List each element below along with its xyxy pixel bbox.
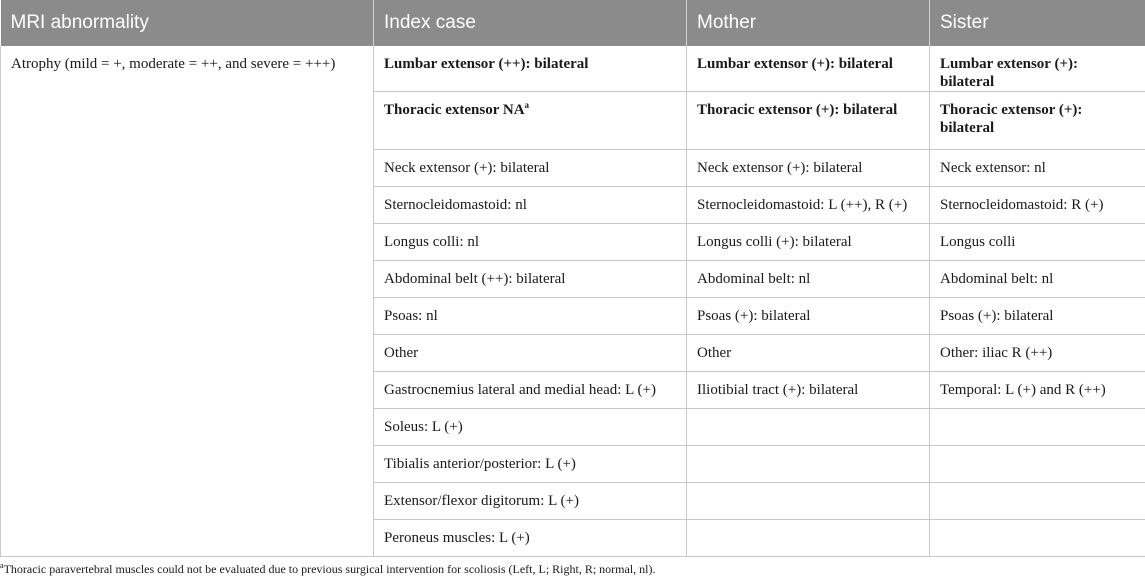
cell-sister: Longus colli [930, 224, 1145, 261]
table-row [1, 46, 1145, 92]
cell-sister: Thoracic extensor (+): bilateral [930, 92, 1145, 150]
footnote-marker: a [524, 100, 530, 110]
cell-sister: Temporal: L (+) and R (++) [930, 372, 1145, 409]
cell-index-case [374, 92, 687, 150]
header-mother: Mother [687, 0, 930, 46]
cell-sister [930, 446, 1145, 483]
header-mri-abnormality: MRI abnormality [1, 0, 374, 46]
cell-mother [687, 520, 930, 557]
cell-mother [687, 446, 930, 483]
cell-mother [687, 483, 930, 520]
cell-index-case: Peroneus muscles: L (+) [374, 520, 687, 557]
cell-sister: Psoas (+): bilateral [930, 298, 1145, 335]
cell-mother: Lumbar extensor (+): bilateral [687, 46, 930, 92]
cell-mother: Neck extensor (+): bilateral [687, 150, 930, 187]
header-index-case: Index case [374, 0, 687, 46]
cell-index-case: Neck extensor (+): bilateral [374, 150, 687, 187]
cell-index-case: Lumbar extensor (++): bilateral [374, 46, 687, 92]
category-cell: Atrophy (mild = +, moderate = ++, and severe = +++) [1, 46, 374, 557]
footnote-marker: a [0, 561, 4, 570]
table-footnote [0, 562, 656, 576]
cell-mother: Iliotibial tract (+): bilateral [687, 372, 930, 409]
footnote-text: Thoracic paravertebral muscles could not be evaluated due to previous surgical intervention for scoliosis (Left, L; Right, R; normal, nl). [3, 562, 656, 576]
cell-mother: Psoas (+): bilateral [687, 298, 930, 335]
cell-sister: Neck extensor: nl [930, 150, 1145, 187]
cell-mother: Abdominal belt: nl [687, 261, 930, 298]
cell-sister [930, 409, 1145, 446]
cell-index-case: Extensor/flexor digitorum: L (+) [374, 483, 687, 520]
header-sister: Sister [930, 0, 1145, 46]
cell-sister: Lumbar extensor (+): bilateral [930, 46, 1145, 92]
cell-mother: Other [687, 335, 930, 372]
cell-index-case: Gastrocnemius lateral and medial head: L (+) [374, 372, 687, 409]
cell-index-case: Abdominal belt (++): bilateral [374, 261, 687, 298]
cell-text: Thoracic extensor NA [384, 102, 525, 118]
cell-mother: Sternocleidomastoid: L (++), R (+) [687, 187, 930, 224]
cell-index-case: Psoas: nl [374, 298, 687, 335]
cell-mother: Thoracic extensor (+): bilateral [687, 92, 930, 150]
cell-sister [930, 520, 1145, 557]
cell-mother [687, 409, 930, 446]
header-row [1, 0, 1145, 46]
cell-index-case: Sternocleidomastoid: nl [374, 187, 687, 224]
cell-mother: Longus colli (+): bilateral [687, 224, 930, 261]
cell-sister: Abdominal belt: nl [930, 261, 1145, 298]
cell-sister: Other: iliac R (++) [930, 335, 1145, 372]
cell-index-case: Soleus: L (+) [374, 409, 687, 446]
cell-index-case: Longus colli: nl [374, 224, 687, 261]
cell-index-case: Other [374, 335, 687, 372]
cell-index-case: Tibialis anterior/posterior: L (+) [374, 446, 687, 483]
cell-sister: Sternocleidomastoid: R (+) [930, 187, 1145, 224]
cell-sister [930, 483, 1145, 520]
